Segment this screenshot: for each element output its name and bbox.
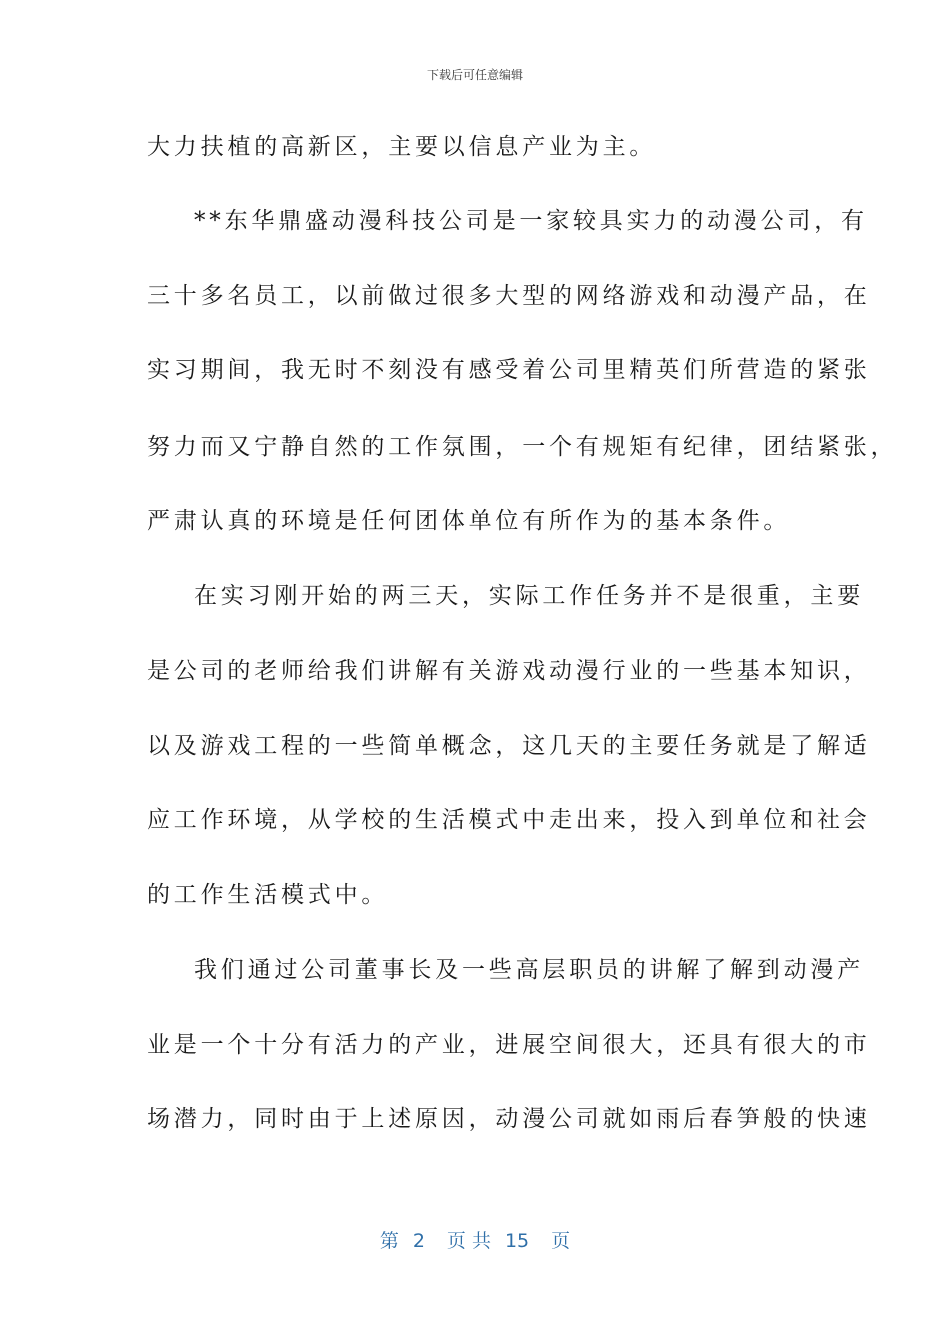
page-footer [0, 1226, 950, 1253]
text-line-9: 以及游戏工程的一些简单概念，这几天的主要任务就是了解适 [147, 733, 871, 759]
text-line-6: 严肃认真的环境是任何团体单位有所作为的基本条件。 [147, 508, 791, 534]
text-line-7: 在实习刚开始的两三天，实际工作任务并不是很重，主要 [194, 583, 864, 609]
text-line-12: 我们通过公司董事长及一些高层职员的讲解了解到动漫产 [194, 957, 864, 983]
text-line-13: 业是一个十分有活力的产业，进展空间很大，还具有很大的市 [147, 1032, 871, 1058]
text-line-8: 是公司的老师给我们讲解有关游戏动漫行业的一些基本知识， [147, 658, 871, 684]
footer-page-number: 2 [412, 1230, 425, 1252]
text-line-11: 的工作生活模式中。 [147, 882, 389, 908]
page-header: 下载后可任意编辑 [426, 68, 523, 82]
footer-middle: 页 共 [446, 1230, 491, 1252]
footer-total-pages: 15 [504, 1230, 530, 1252]
text-line-2: **东华鼎盛动漫科技公司是一家较具实力的动漫公司，有 [194, 208, 868, 234]
text-line-10: 应工作环境，从学校的生活模式中走出来，投入到单位和社会 [147, 807, 871, 833]
text-line-4: 实习期间，我无时不刻没有感受着公司里精英们所营造的紧张 [147, 357, 871, 383]
text-line-5: 努力而又宁静自然的工作氛围，一个有规矩有纪律，团结紧张， [147, 434, 898, 460]
text-line-14: 场潜力，同时由于上述原因，动漫公司就如雨后春笋般的快速 [147, 1106, 871, 1132]
footer-suffix: 页 [551, 1230, 571, 1252]
text-line-3: 三十多名员工，以前做过很多大型的网络游戏和动漫产品，在 [147, 283, 871, 309]
text-line-1: 大力扶植的高新区，主要以信息产业为主。 [147, 134, 657, 160]
footer-prefix: 第 [379, 1230, 399, 1252]
